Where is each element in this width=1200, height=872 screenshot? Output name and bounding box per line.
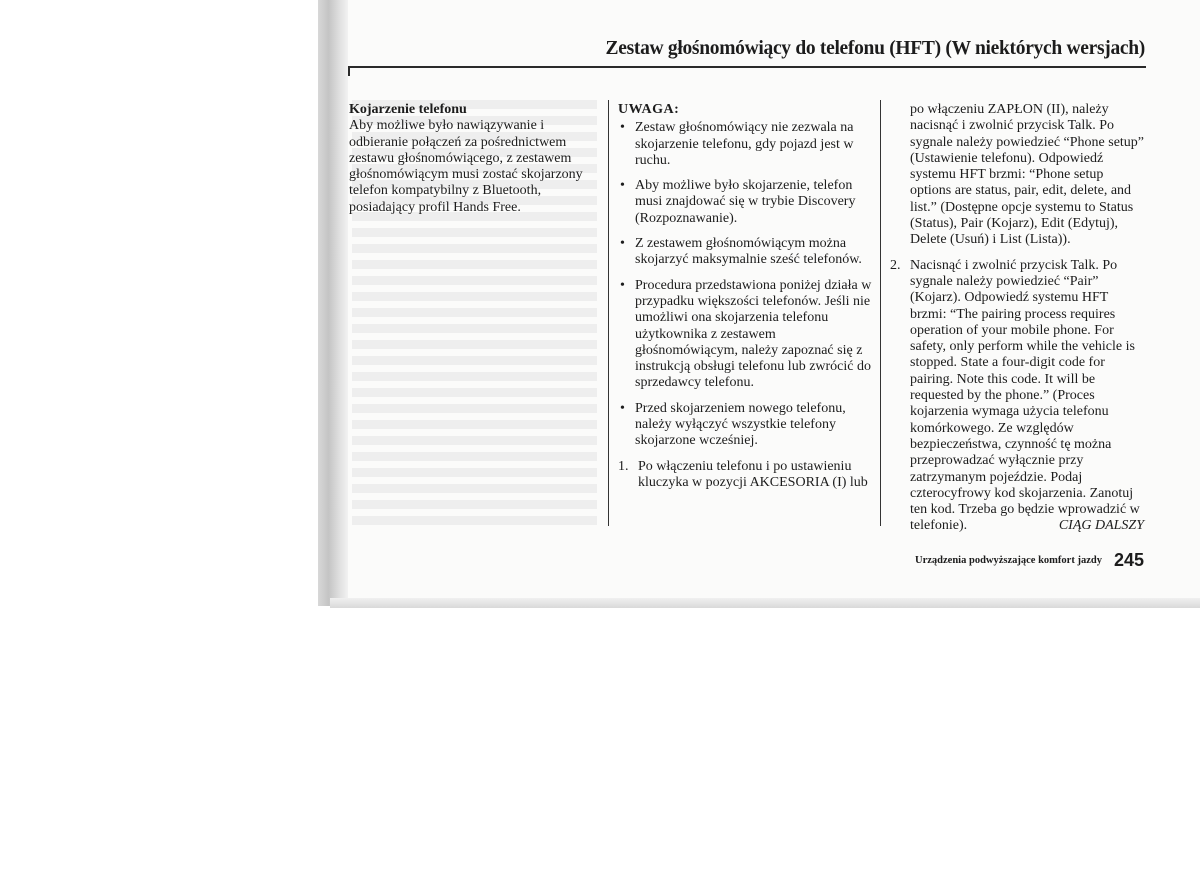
header-rule-tick	[348, 66, 350, 76]
note-item: • Procedura przedstawiona poniżej działa w przypadku większości telefonów. Jeśli nie umożliwi ona skojarzenia telefonu użytkownika z zestawem głośnomówiącym, należy zapoznać się z instrukcją obsługi telefonu lub zwrócić do sprzedawcy telefonu.	[618, 278, 876, 392]
step-2	[890, 258, 1146, 535]
page-edge	[330, 598, 1200, 608]
step-1-continued: po włączeniu ZAPŁON (II), należy nacisnąć i zwolnić przycisk Talk. Po sygnale należy powiedzieć “Phone setup” (Ustawienie telefonu). Odpowiedź systemu HFT brzmi: “Phone setup options are status, pair, edit, delete, and list.” (Dostępne opcje systemu to Status (Status), Pair (Kojarz), Edit (Edytuj), Delete (Usuń) i List (Lista)).	[910, 102, 1145, 248]
note-title: UWAGA:	[618, 102, 680, 117]
intro-paragraph: Aby możliwe było nawiązywanie i odbieranie połączeń za pośrednictwem zestawu głośnomówiącego, z zestawem głośnomówiącym musi zostać skojarzony telefon kompatybilny z Bluetooth, posiadający profil Hands Free.	[349, 118, 583, 215]
note-list	[618, 120, 876, 449]
note-item: • Przed skojarzeniem nowego telefonu, należy wyłączyć wszystkie telefony skojarzone wcześniej.	[618, 401, 876, 450]
steps-list	[618, 459, 876, 492]
step-text: Po włączeniu telefonu i po ustawieniu kluczyka w pozycji AKCESORIA (I) lub	[638, 458, 868, 490]
book-spine-shadow	[318, 0, 348, 606]
page-title: Zestaw głośnomówiący do telefonu (HFT) (W niektórych wersjach)	[605, 38, 1145, 59]
steps-list-continued	[890, 258, 1146, 535]
header-rule	[348, 66, 1146, 68]
note-item: • Z zestawem głośnomówiącym można skojarzyć maksymalnie sześć telefonów.	[618, 236, 876, 269]
continued-label: CIĄG DALSZY	[1058, 518, 1144, 534]
step-number: 2.	[890, 257, 901, 273]
column-1	[349, 102, 605, 216]
page-footer	[915, 550, 1144, 571]
column-2	[618, 102, 876, 500]
note-item: • Zestaw głośnomówiący nie zezwala na skojarzenie telefonu, gdy pojazd jest w ruchu.	[618, 120, 876, 169]
column-divider-2	[880, 100, 881, 526]
note-item: • Aby możliwe było skojarzenie, telefon musi znajdować się w trybie Discovery (Rozpoznawanie).	[618, 178, 876, 227]
page-number: 245	[1113, 550, 1144, 570]
step-number: 1.	[618, 458, 629, 474]
column-3	[890, 102, 1146, 544]
footer-section-title: Urządzenia podwyższające komfort jazdy	[915, 555, 1102, 566]
section-title: Kojarzenie telefonu	[349, 102, 467, 117]
step-text: Nacisnąć i zwolnić przycisk Talk. Po sygnale należy powiedzieć “Pair” (Kojarz). Odpowiedź systemu HFT brzmi: “The pairing process requires operation of your mobile phone. For safety, only perform while the vehicle is stopped. State a four-digit code for pairing. Note this code. It will be requested by the phone.” (Proces kojarzenia wymaga użycia telefonu komórkowego. Ze względów bezpieczeństwa, czynność tę można przeprowadzać wyłącznie przy zatrzymanym pojeździe. Podaj czterocyfrowy kod skojarzenia. Zanotuj ten kod. Trzeba go będzie wprowadzić w telefonie).	[910, 257, 1140, 534]
column-divider-1	[608, 100, 609, 526]
step-1	[618, 459, 876, 492]
